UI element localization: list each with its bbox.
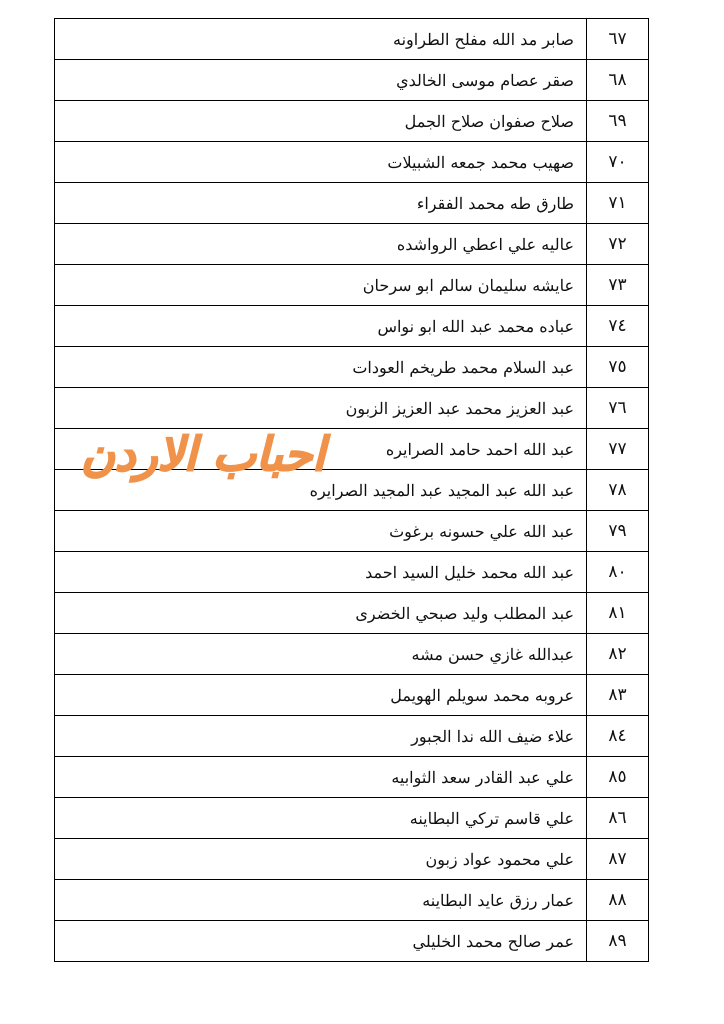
table-row — [55, 511, 649, 552]
table-row — [55, 388, 649, 429]
row-name: عبد الله علي حسونه برغوث — [55, 511, 587, 552]
row-name: عمار رزق عايد البطاينه — [55, 880, 587, 921]
row-number: ٨٢ — [587, 634, 649, 675]
row-name: صابر مد الله مفلح الطراونه — [55, 19, 587, 60]
row-number: ٧٥ — [587, 347, 649, 388]
table-row — [55, 839, 649, 880]
row-number: ٦٧ — [587, 19, 649, 60]
row-name: علاء ضيف الله ندا الجبور — [55, 716, 587, 757]
names-table — [54, 18, 649, 962]
row-name: عبد المطلب وليد صبحي الخضرى — [55, 593, 587, 634]
row-name: علي قاسم تركي البطاينه — [55, 798, 587, 839]
row-name: عاليه علي اعطي الرواشده — [55, 224, 587, 265]
row-number: ٧٣ — [587, 265, 649, 306]
row-name: عبدالله غازي حسن مشه — [55, 634, 587, 675]
row-number: ٧٧ — [587, 429, 649, 470]
table-row — [55, 675, 649, 716]
table-row — [55, 552, 649, 593]
row-number: ٨٥ — [587, 757, 649, 798]
row-number: ٦٩ — [587, 101, 649, 142]
row-number: ٨٠ — [587, 552, 649, 593]
row-name: عبد الله احمد حامد الصرايره — [55, 429, 587, 470]
table-row — [55, 347, 649, 388]
table-row — [55, 757, 649, 798]
row-number: ٨٩ — [587, 921, 649, 962]
table-row — [55, 60, 649, 101]
table-row — [55, 470, 649, 511]
table-row — [55, 921, 649, 962]
row-name: علي محمود عواد زبون — [55, 839, 587, 880]
row-name: عمر صالح محمد الخليلي — [55, 921, 587, 962]
row-number: ٨٨ — [587, 880, 649, 921]
table-row — [55, 265, 649, 306]
row-name: عباده محمد عبد الله ابو نواس — [55, 306, 587, 347]
row-name: صقر عصام موسى الخالدي — [55, 60, 587, 101]
table-row — [55, 798, 649, 839]
row-number: ٧٢ — [587, 224, 649, 265]
row-name: عبد الله محمد خليل السيد احمد — [55, 552, 587, 593]
table-row — [55, 101, 649, 142]
row-number: ٨٤ — [587, 716, 649, 757]
row-number: ٧٩ — [587, 511, 649, 552]
row-name: عبد العزيز محمد عبد العزيز الزبون — [55, 388, 587, 429]
names-table-body — [55, 19, 649, 962]
table-row — [55, 183, 649, 224]
row-name: عروبه محمد سويلم الهويمل — [55, 675, 587, 716]
row-number: ٧٠ — [587, 142, 649, 183]
row-name: عبد السلام محمد طريخم العودات — [55, 347, 587, 388]
table-row — [55, 593, 649, 634]
watermark-text: احباب الاردن — [81, 427, 325, 481]
row-name: طارق طه محمد الفقراء — [55, 183, 587, 224]
row-number: ٨١ — [587, 593, 649, 634]
row-name: علي عبد القادر سعد الثوابيه — [55, 757, 587, 798]
row-name: عايشه سليمان سالم ابو سرحان — [55, 265, 587, 306]
table-row — [55, 716, 649, 757]
row-number: ٨٦ — [587, 798, 649, 839]
row-number: ٨٣ — [587, 675, 649, 716]
table-row — [55, 880, 649, 921]
table-row — [55, 142, 649, 183]
table-row — [55, 19, 649, 60]
row-name: صلاح صفوان صلاح الجمل — [55, 101, 587, 142]
table-row — [55, 429, 649, 470]
row-number: ٧١ — [587, 183, 649, 224]
table-row — [55, 634, 649, 675]
row-name: صهيب محمد جمعه الشبيلات — [55, 142, 587, 183]
row-name: عبد الله عبد المجيد عبد المجيد الصرايره — [55, 470, 587, 511]
table-row — [55, 224, 649, 265]
row-number: ٧٦ — [587, 388, 649, 429]
row-number: ٧٨ — [587, 470, 649, 511]
row-number: ٦٨ — [587, 60, 649, 101]
row-number: ٧٤ — [587, 306, 649, 347]
table-row — [55, 306, 649, 347]
row-number: ٨٧ — [587, 839, 649, 880]
